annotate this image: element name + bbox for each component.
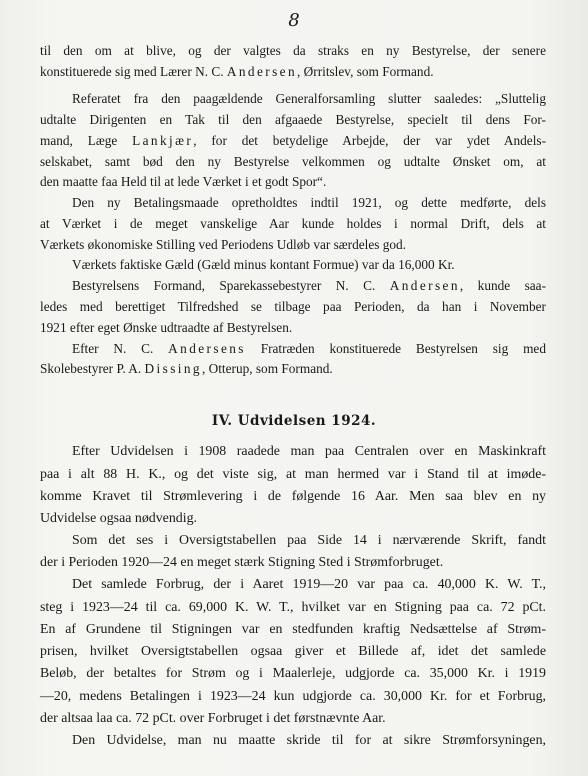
paragraph-line: En af Grundene til Stigningen var en stedfunden kraftig Nedsættelse af Strøm-: [40, 622, 546, 637]
paragraph-line: ledes med berettiget Tilfredshed se tilbage paa Perioden, da han i November: [40, 299, 546, 314]
spaced-name: Dissing: [144, 361, 202, 376]
paragraph-line: Udvidelse ogsaa nødvendig.: [40, 511, 198, 526]
paragraph-line: at Værket i de meget vanskelige Aar kunde holdes i normal Drift, dels at: [40, 216, 546, 231]
paragraph-line: paa i alt 88 H. K., og det viste sig, at man hermed var i Stand til at imøde-: [40, 467, 546, 482]
paragraph-line: komme Kravet til Strømlevering i de følgende 16 Aar. Men saa blev en ny: [40, 489, 546, 504]
spaced-name: Lankjær: [132, 133, 194, 148]
paragraph-line: prisen, hvilket Oversigtstabellen ogsaa giver et Billede af, idet det samlede: [40, 644, 546, 659]
paragraph-line: Efter N. C. Andersens Fratræden konstituerede Bestyrelsen sig med: [72, 341, 546, 356]
paragraph-line: —20, medens Betalingen i 1923—24 kun udgjorde ca. 30,000 Kr. for et Forbrug,: [40, 689, 546, 704]
paragraph-line: Skolebestyrer P. A. Dissing, Otterup, som Formand.: [40, 361, 333, 376]
paragraph-line: Den ny Betalingsmaade opretholdtes indtil 1921, og dette medførte, dels: [72, 195, 546, 210]
paragraph-line: Som det ses i Oversigtstabellen paa Side 14 i nærværende Skrift, fandt: [72, 533, 546, 548]
paragraph-line: Værkets økonomiske Stilling ved Periodens Udløb var særdeles god.: [40, 237, 407, 252]
spaced-name: Andersen: [226, 64, 298, 79]
spaced-name: Andersens: [168, 341, 246, 356]
paragraph-line: Værkets faktiske Gæld (Gæld minus kontant Formue) var da 16,000 Kr.: [72, 257, 455, 272]
paragraph-line: steg i 1923—24 til ca. 69,000 K. W. T., hvilket var en Stigning paa ca. 72 pCt.: [40, 600, 546, 615]
paragraph-line: Den Udvidelse, man nu maatte skride til for at sikre Strømforsyningen,: [72, 733, 546, 748]
paragraph-line: mand, Læge Lankjær, for det betydelige Arbejde, der var ydet Andels-: [40, 133, 546, 148]
paragraph-line: Bestyrelsens Formand, Sparekassebestyrer N. C. Andersen, kunde saa-: [72, 278, 546, 293]
paragraph-line: konstituerede sig med Lærer N. C. Andersen, Ørritslev, som Formand.: [40, 64, 434, 79]
paragraph-line: 1921 efter eget Ønske udtraadte af Bestyrelsen.: [40, 320, 293, 335]
paragraph-line: Efter Udvidelsen i 1908 raadede man paa Centralen over en Maskinkraft: [72, 444, 546, 459]
section-heading: IV. Udvidelsen 1924.: [211, 413, 377, 429]
paragraph-line: selskabet, samt bød den ny Bestyrelse velkommen og udtalte Ønsket om, at: [40, 154, 546, 169]
paragraph-line: Referatet fra den paagældende Generalforsamling slutter saaledes: „Sluttelig: [72, 91, 546, 106]
spaced-name: Andersen: [389, 278, 460, 293]
paragraph-line: til den om at blive, og der valgtes da straks en ny Bestyrelse, der senere: [40, 43, 546, 58]
paragraph-line: den maatte faa Held til at lede Værket i et godt Spor“.: [40, 174, 327, 189]
paragraph-line: udtalte Dirigenten en Tak til den afgaaede Bestyrelse, specielt til dens For-: [40, 112, 546, 127]
paragraph-line: Beløb, der betaltes for Strøm og i Maalerleje, udgjorde ca. 35,000 Kr. i 1919: [40, 666, 546, 681]
paragraph-line: der altsaa laa ca. 72 pCt. over Forbruget i det førstnævnte Aar.: [40, 711, 386, 726]
paragraph-line: der i Perioden 1920—24 en meget stærk Stigning Sted i Strømforbruget.: [40, 555, 444, 570]
paragraph-line: Det samlede Forbrug, der i Aaret 1919—20 var paa ca. 40,000 K. W. T.,: [72, 577, 546, 592]
page-number: 8: [288, 10, 300, 31]
